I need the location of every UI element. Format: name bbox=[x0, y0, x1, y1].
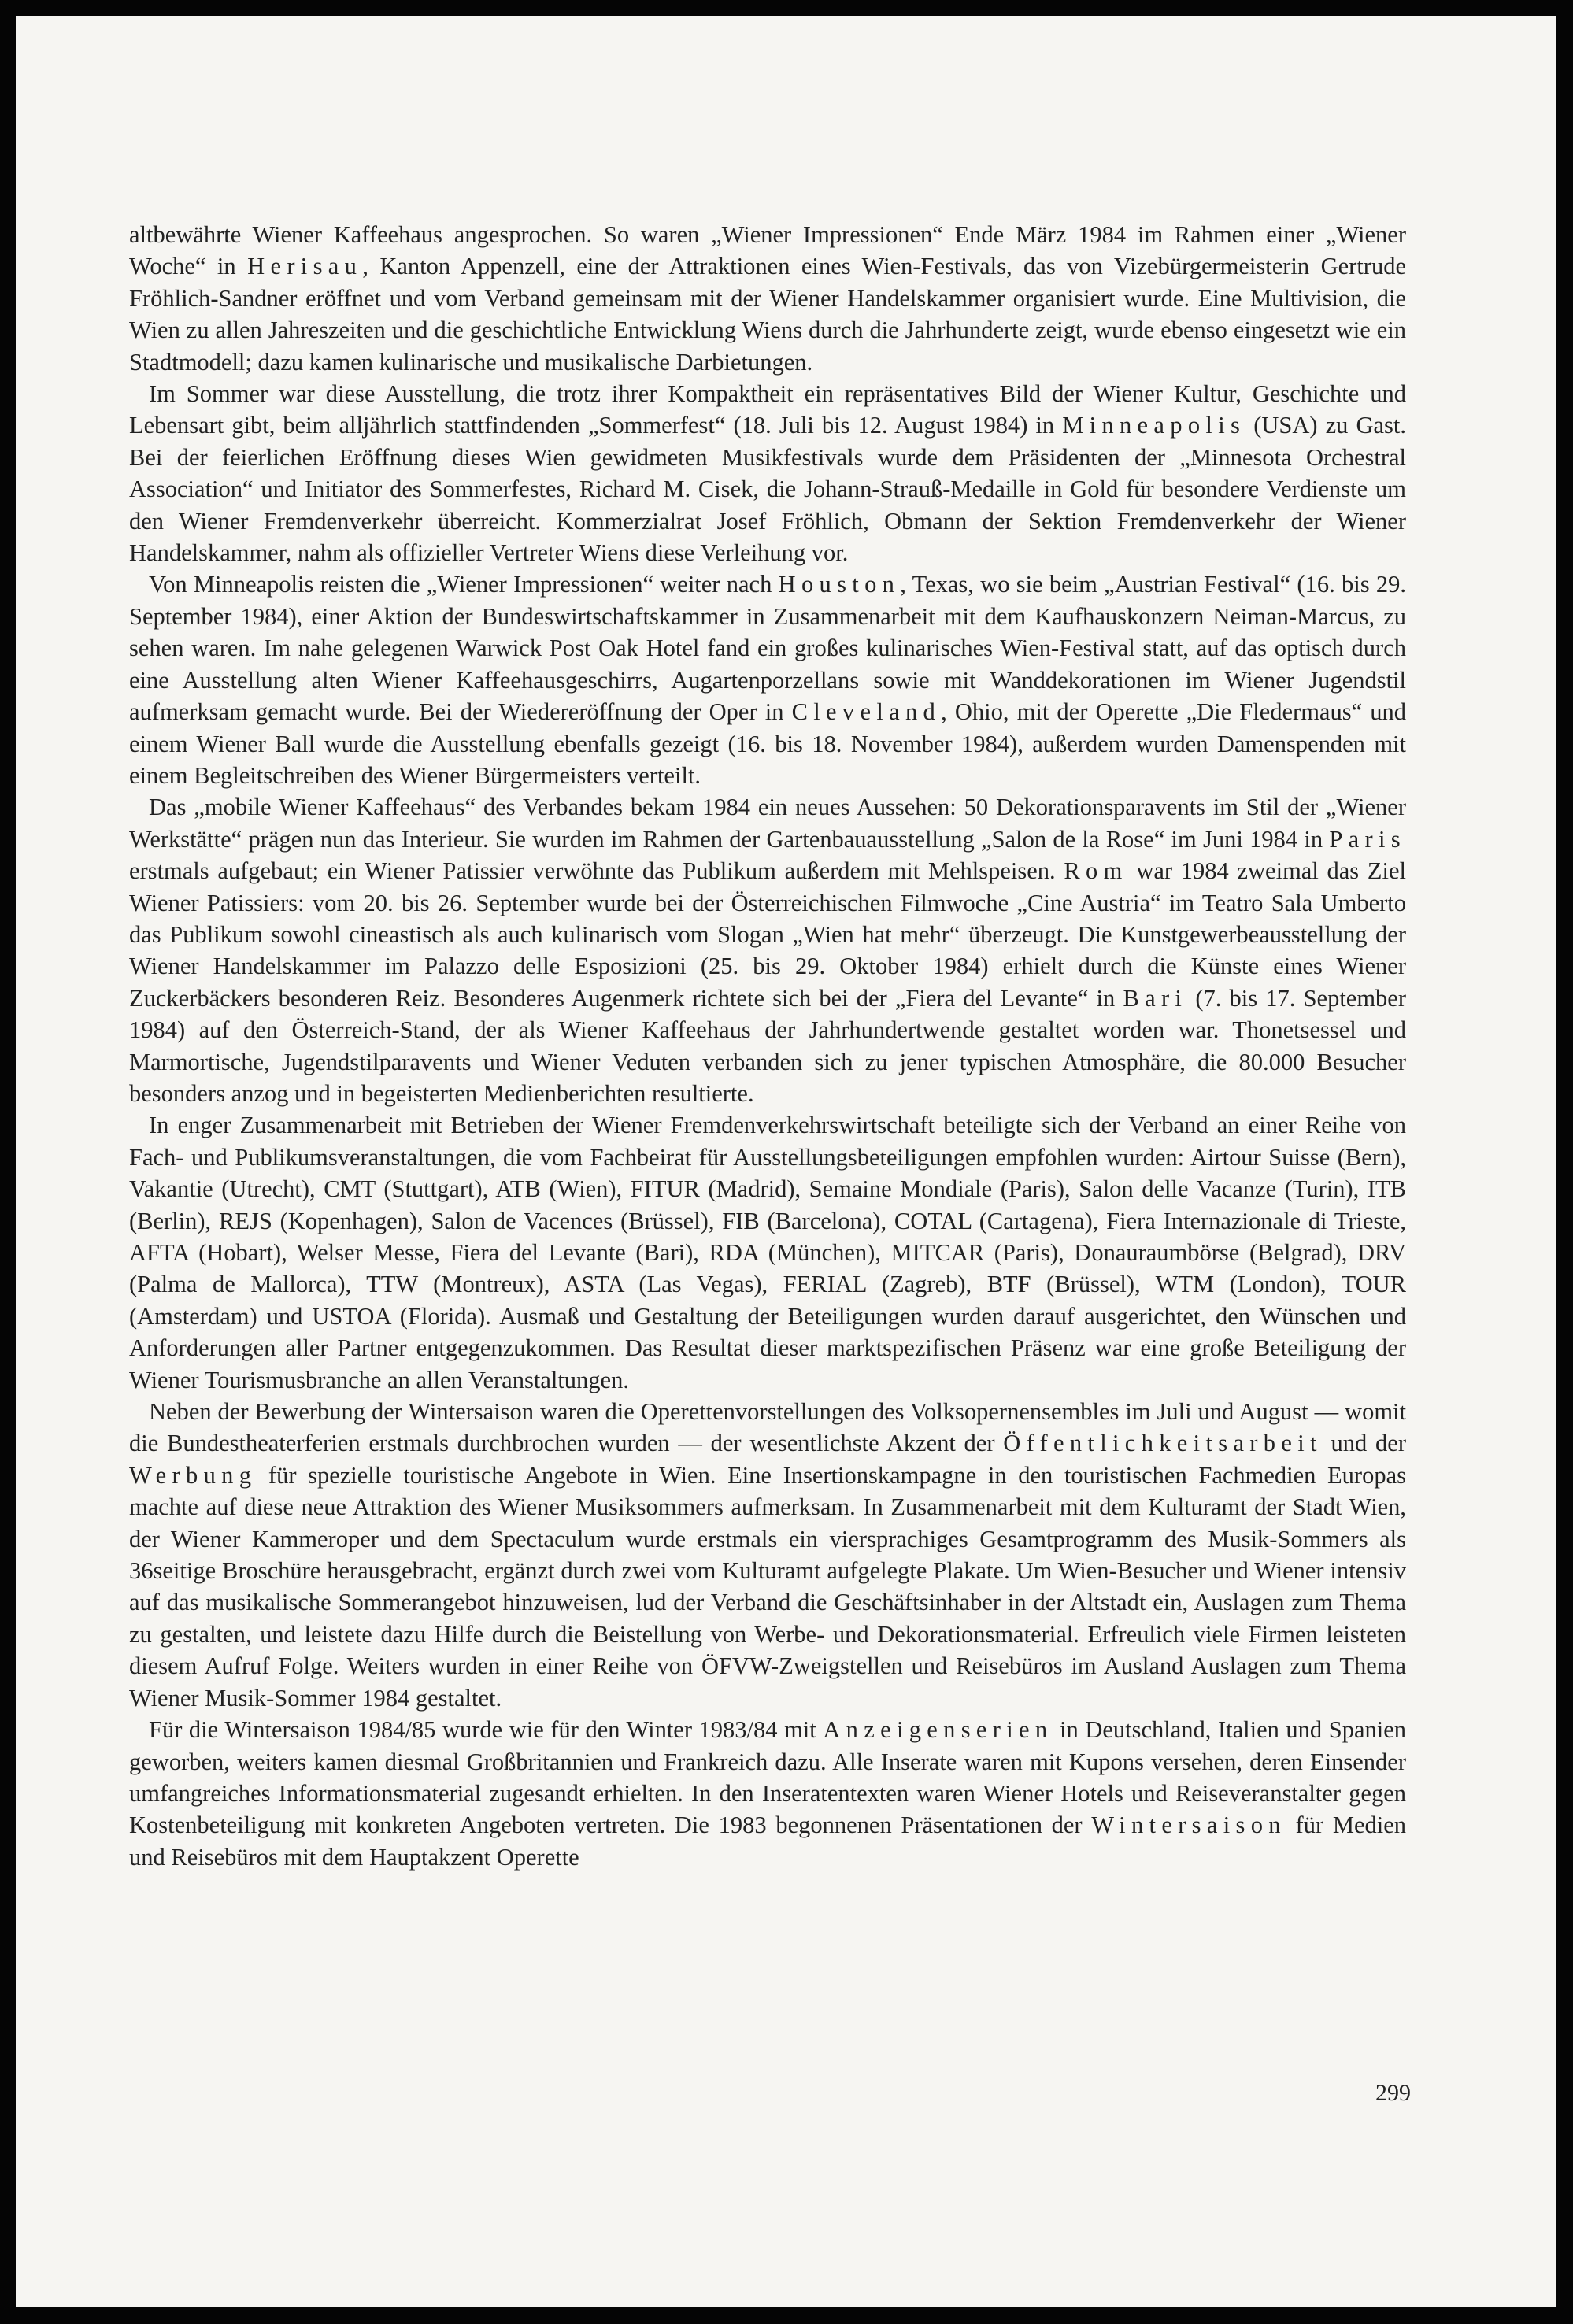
document-page bbox=[16, 16, 1556, 2307]
text-run: (7. bis 17. September 1984) auf den Österreich-Stand, der als Wiener Kaffeehaus der Jahrhundertwende gestaltet worden war. Thonetsessel und Marmortische, Jugendstilparavents und Wiener Veduten verbanden sich zu jener typischen Atmosphäre, die 80.000 Besucher besonders anzog und in begeisterten Medienberichten resultierte. bbox=[129, 984, 1406, 1107]
text-run: (USA) zu Gast. Bei der feierlichen Eröffnung dieses Wien gewidmeten Musikfestivals wurde dem Präsidenten der „Minnesota Orchestral Association“ und Initiator des Sommerfestes, Richard M. Cisek, die Johann-Strauß-Medaille in Gold für besondere Verdienste um den Wiener Fremdenverkehr überreicht. Kommerzialrat Josef Fröhlich, Obmann der Sektion Fremdenverkehr der Wiener Handelskammer, nahm als offizieller Vertreter Wiens diese Verleihung vor. bbox=[129, 412, 1406, 567]
paragraph bbox=[129, 1109, 1406, 1396]
spaced-emphasis: Rom bbox=[1064, 857, 1128, 885]
text-run: Neben der Bewerbung der Wintersaison waren die Operettenvorstellungen des Volksopernensembles im Juli und August — womit die Bundestheaterferien erstmals durchbrochen wurden — der wesentlichste Akzent der bbox=[129, 1398, 1406, 1457]
text-run: Im Sommer war diese Ausstellung, die trotz ihrer Kompaktheit ein repräsentatives Bild der Wiener Kultur, Geschichte und Lebensart gibt, beim alljährlich stattfindenden „Sommerfest“ (18. Juli bis 12. August 1984) in bbox=[129, 380, 1406, 439]
text-run: erstmals aufgebaut; ein Wiener Patissier verwöhnte das Publikum außerdem mit Mehlspeisen. bbox=[129, 857, 1064, 885]
body-text bbox=[129, 219, 1406, 1873]
text-run: in Deutschland, Italien und Spanien geworben, weiters kamen diesmal Großbritannien und Frankreich dazu. Alle Inserate waren mit Kupons versehen, deren Einsender umfangreiches Informationsmaterial zugesandt erhielten. In den Inseratentexten waren Wiener Hotels und Reiseveranstalter gegen Kostenbeteiligung mit konkreten Angeboten vertreten. Die 1983 begonnenen Präsentationen der bbox=[129, 1716, 1406, 1839]
spaced-emphasis: Paris bbox=[1329, 825, 1406, 853]
paragraph bbox=[129, 1714, 1406, 1873]
spaced-emphasis: Werbung bbox=[129, 1461, 257, 1489]
spaced-emphasis: Bari bbox=[1123, 984, 1188, 1012]
text-run: Für die Wintersaison 1984/85 wurde wie für den Winter 1983/84 mit bbox=[149, 1716, 824, 1744]
text-run: und der bbox=[1322, 1430, 1406, 1457]
spaced-emphasis: Cleveland bbox=[791, 698, 942, 726]
paragraph bbox=[129, 219, 1406, 378]
text-run: Von Minneapolis reisten die „Wiener Impressionen“ weiter nach bbox=[149, 571, 779, 598]
spaced-emphasis: Öffentlichkeitsarbeit bbox=[1003, 1430, 1323, 1457]
paragraph bbox=[129, 791, 1406, 1109]
page-number: 299 bbox=[1375, 2080, 1411, 2106]
spaced-emphasis: Minneapolis bbox=[1062, 412, 1246, 439]
spaced-emphasis: Wintersaison bbox=[1091, 1811, 1286, 1839]
text-run: war 1984 zweimal das Ziel Wiener Patissiers: vom 20. bis 26. September wurde bei der Österreichischen Filmwoche „Cine Austria“ im Teatro Sala Umberto das Publikum sowohl cineastisch als auch kulinarisch vom Slogan „Wien hat mehr“ überzeugt. Die Kunstgewerbeausstellung der Wiener Handelskammer im Palazzo delle Esposizioni (25. bis 29. Oktober 1984) erhielt durch die Künste eines Wiener Zuckerbäckers besonderen Reiz. Besonderes Augenmerk richtete sich bei der „Fiera del Levante“ in bbox=[129, 857, 1406, 1012]
text-run: In enger Zusammenarbeit mit Betrieben der Wiener Fremdenverkehrswirtschaft beteiligte sich der Verband an einer Reihe von Fach- und Publikumsveranstaltungen, die vom Fachbeirat für Ausstellungsbeteiligungen empfohlen wurden: Airtour Suisse (Bern), Vakantie (Utrecht), CMT (Stuttgart), ATB (Wien), FITUR (Madrid), Semaine Mondiale (Paris), Salon delle Vacanze (Turin), ITB (Berlin), REJS (Kopenhagen), Salon de Vacences (Brüssel), FIB (Barcelona), COTAL (Cartagena), Fiera Internazionale di Trieste, AFTA (Hobart), Welser Messe, Fiera del Levante (Bari), RDA (München), MITCAR (Paris), Donauraumbörse (Belgrad), DRV (Palma de Mallorca), TTW (Montreux), ASTA (Las Vegas), FERIAL (Zagreb), BTF (Brüssel), WTM (London), TOUR (Amsterdam) und USTOA (Florida). Ausmaß und Gestaltung der Beteiligungen wurden darauf ausgerichtet, den Wünschen und Anforderungen aller Partner entgegenzukommen. Das Resultat dieser marktspezifischen Präsenz war eine große Beteiligung der Wiener Tourismusbranche an allen Veranstaltungen. bbox=[129, 1112, 1406, 1393]
spaced-emphasis: Herisau bbox=[247, 253, 363, 280]
spaced-emphasis: Anzeigenserien bbox=[823, 1716, 1053, 1744]
paragraph bbox=[129, 568, 1406, 791]
paragraph bbox=[129, 378, 1406, 568]
text-run: altbewährte Wiener Kaffeehaus angesprochen. So waren „Wiener Impressionen“ Ende März 1984 im Rahmen einer „Wiener Woche“ in bbox=[129, 221, 1406, 280]
text-run: , Texas, wo sie beim „Austrian Festival“ (16. bis 29. September 1984), einer Aktion der Bundeswirtschaftskammer in Zusammenarbeit mit dem Kaufhauskonzern Neiman-Marcus, zu sehen waren. Im nahe gelegenen Warwick Post Oak Hotel fand ein großes kulinarisches Wien-Festival statt, auf das optisch durch eine Ausstellung alten Wiener Kaffeehausgeschirrs, Augartenporzellans sowie mit Wanddekorationen im Wiener Jugendstil aufmerksam gemacht wurde. Bei der Wiedereröffnung der Oper in bbox=[129, 571, 1406, 726]
text-run: Das „mobile Wiener Kaffeehaus“ des Verbandes bekam 1984 ein neues Aussehen: 50 Dekorationsparavents im Stil der „Wiener Werkstätte“ prägen nun das Interieur. Sie wurden im Rahmen der Gartenbauausstellung „Salon de la Rose“ im Juni 1984 in bbox=[129, 794, 1406, 853]
paragraph bbox=[129, 1396, 1406, 1714]
spaced-emphasis: Houston bbox=[778, 571, 901, 598]
text-run: für spezielle touristische Angebote in Wien. Eine Insertionskampagne in den touristischen Fachmedien Europas machte auf diese neue Attraktion des Wiener Musiksommers aufmerksam. In Zusammenarbeit mit dem Kulturamt der Stadt Wien, der Wiener Kammeroper und dem Spectaculum wurde erstmals ein viersprachiges Gesamtprogramm des Musik-Sommers als 36seitige Broschüre herausgebracht, ergänzt durch zwei vom Kulturamt aufgelegte Plakate. Um Wien-Besucher und Wiener intensiv auf das musikalische Sommerangebot hinzuweisen, lud der Verband die Geschäftsinhaber in der Altstadt ein, Auslagen zum Thema zu gestalten, und leistete dazu Hilfe durch die Beistellung von Werbe- und Dekorationsmaterial. Erfreulich viele Firmen leisteten diesem Aufruf Folge. Weiters wurden in einer Reihe von ÖFVW-Zweigstellen und Reisebüros im Ausland Auslagen zum Thema Wiener Musik-Sommer 1984 gestaltet. bbox=[129, 1461, 1406, 1712]
text-run: , Ohio, mit der Operette „Die Fledermaus“ und einem Wiener Ball wurde die Ausstellung ebenfalls gezeigt (16. bis 18. November 1984), außerdem wurden Damenspenden mit einem Begleitschreiben des Wiener Bürgermeisters verteilt. bbox=[129, 698, 1406, 789]
text-run: , Kanton Appenzell, eine der Attraktionen eines Wien-Festivals, das von Vizebürgermeisterin Gertrude Fröhlich-Sandner eröffnet und vom Verband gemeinsam mit der Wiener Handelskammer organisiert wurde. Eine Multivision, die Wien zu allen Jahreszeiten und die geschichtliche Entwicklung Wiens durch die Jahrhunderte zeigt, wurde ebenso eingesetzt wie ein Stadtmodell; dazu kamen kulinarische und musikalische Darbietungen. bbox=[129, 253, 1406, 376]
text-run: für Medien und Reisebüros mit dem Hauptakzent Operette bbox=[129, 1811, 1406, 1871]
